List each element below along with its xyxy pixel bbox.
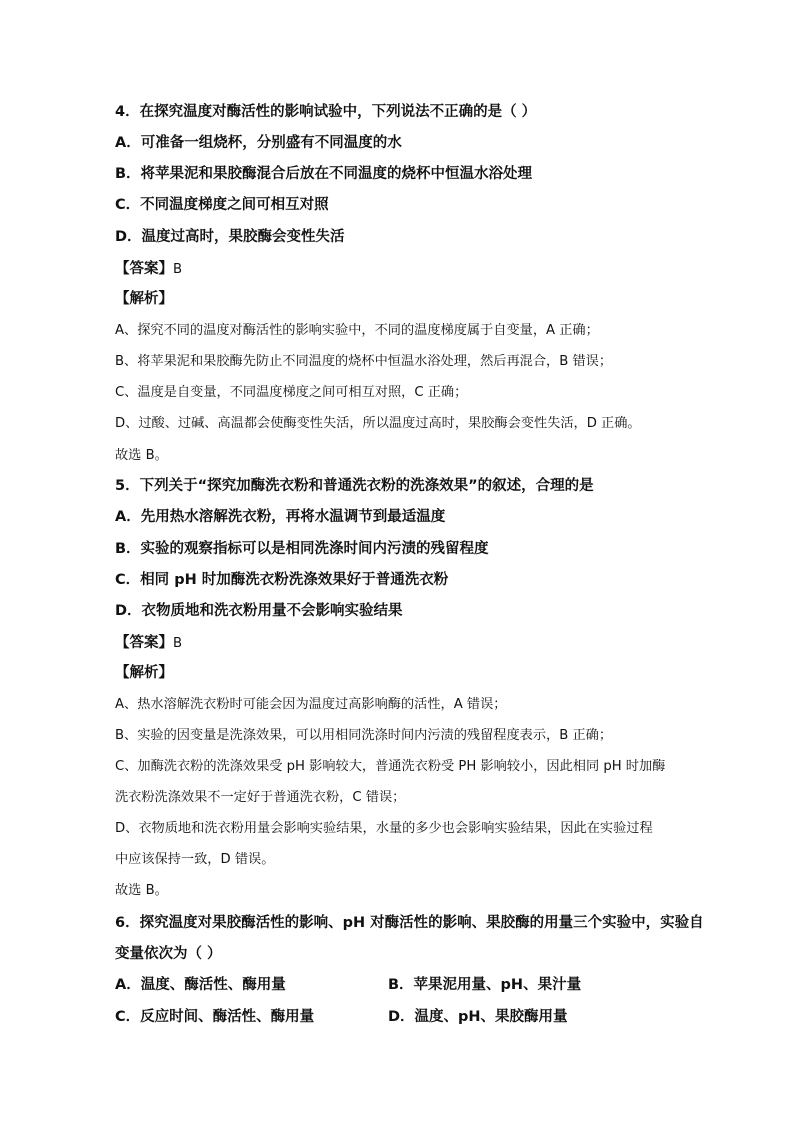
- question-5-analysis-tag: 【解析】: [115, 665, 173, 681]
- question-5-analysis-line: B、实验的因变量是洗涤效果，可以用相同洗涤时间内污渍的残留程度表示，B 正确；: [115, 728, 613, 743]
- question-6-option-b: B．苹果泥用量、pH、果汁量: [388, 977, 582, 993]
- question-5-analysis-line: C、加酶洗衣粉的洗涤效果受 pH 影响较大，普通洗衣粉受 PH 影响较小，因此相同 pH 时加酶: [115, 759, 666, 774]
- question-5-option-d: D．衣物质地和洗衣粉用量不会影响实验结果: [115, 603, 403, 619]
- question-4-analysis-line: A、探究不同的温度对酶活性的影响实验中，不同的温度梯度属于自变量，A 正确；: [115, 323, 599, 338]
- question-5-option-b: B．实验的观察指标可以是相同洗涤时间内污渍的残留程度: [115, 541, 489, 557]
- question-5-answer: [115, 632, 182, 654]
- question-4-conclusion: 故选 B。: [115, 448, 168, 463]
- question-4-option-a: A．可准备一组烧杯，分别盛有不同温度的水: [115, 135, 402, 151]
- question-6-option-c: C．反应时间、酶活性、酶用量: [115, 1009, 315, 1025]
- question-4-option-d: D．温度过高时，果胶酶会变性失活: [115, 229, 345, 245]
- question-5-analysis-line: 洗衣粉洗涤效果不一定好于普通洗衣粉，C 错误；: [115, 790, 406, 805]
- question-4-option-c: C．不同温度梯度之间可相互对照: [115, 197, 329, 213]
- question-5-analysis-line: 中应该保持一致，D 错误。: [115, 852, 275, 867]
- question-4-analysis-line: C、温度是自变量，不同温度梯度之间可相互对照，C 正确；: [115, 385, 468, 400]
- question-5-analysis-line: A、热水溶解洗衣粉时可能会因为温度过高影响酶的活性，A 错误；: [115, 697, 507, 712]
- answer-tag: 【答案】: [115, 261, 173, 277]
- question-4-analysis-line: D、过酸、过碱、高温都会使酶变性失活，所以温度过高时，果胶酶会变性失活，D 正确。: [115, 416, 641, 431]
- question-4-analysis-line: B、将苹果泥和果胶酶先防止不同温度的烧杯中恒温水浴处理，然后再混合，B 错误；: [115, 354, 613, 369]
- question-6-stem-line-2: 变量依次为（ ）: [115, 946, 222, 962]
- question-4-analysis-tag: 【解析】: [115, 291, 173, 307]
- answer-value: B: [173, 636, 183, 651]
- question-4-answer: [115, 258, 182, 280]
- answer-tag: 【答案】: [115, 635, 173, 651]
- answer-value: B: [173, 262, 183, 277]
- question-5-analysis-line: D、衣物质地和洗衣粉用量会影响实验结果，水量的多少也会影响实验结果，因此在实验过程: [115, 821, 653, 836]
- question-5-option-c: C．相同 pH 时加酶洗衣粉洗涤效果好于普通洗衣粉: [115, 572, 449, 588]
- question-5-option-a: A．先用热水溶解洗衣粉，再将水温调节到最适温度: [115, 509, 446, 525]
- question-4-stem: 4．在探究温度对酶活性的影响试验中，下列说法不正确的是（ ）: [115, 104, 537, 120]
- question-5-conclusion: 故选 B。: [115, 883, 168, 898]
- question-4-option-b: B．将苹果泥和果胶酶混合后放在不同温度的烧杯中恒温水浴处理: [115, 166, 533, 182]
- question-5-stem: 5．下列关于“探究加酶洗衣粉和普通洗衣粉的洗涤效果”的叙述，合理的是: [115, 478, 594, 494]
- question-6-option-a: A．温度、酶活性、酶用量: [115, 977, 286, 993]
- question-6-stem-line-1: 6．探究温度对果胶酶活性的影响、pH 对酶活性的影响、果胶酶的用量三个实验中，实验自: [115, 915, 704, 931]
- question-6-option-d: D．温度、pH、果胶酶用量: [388, 1009, 568, 1025]
